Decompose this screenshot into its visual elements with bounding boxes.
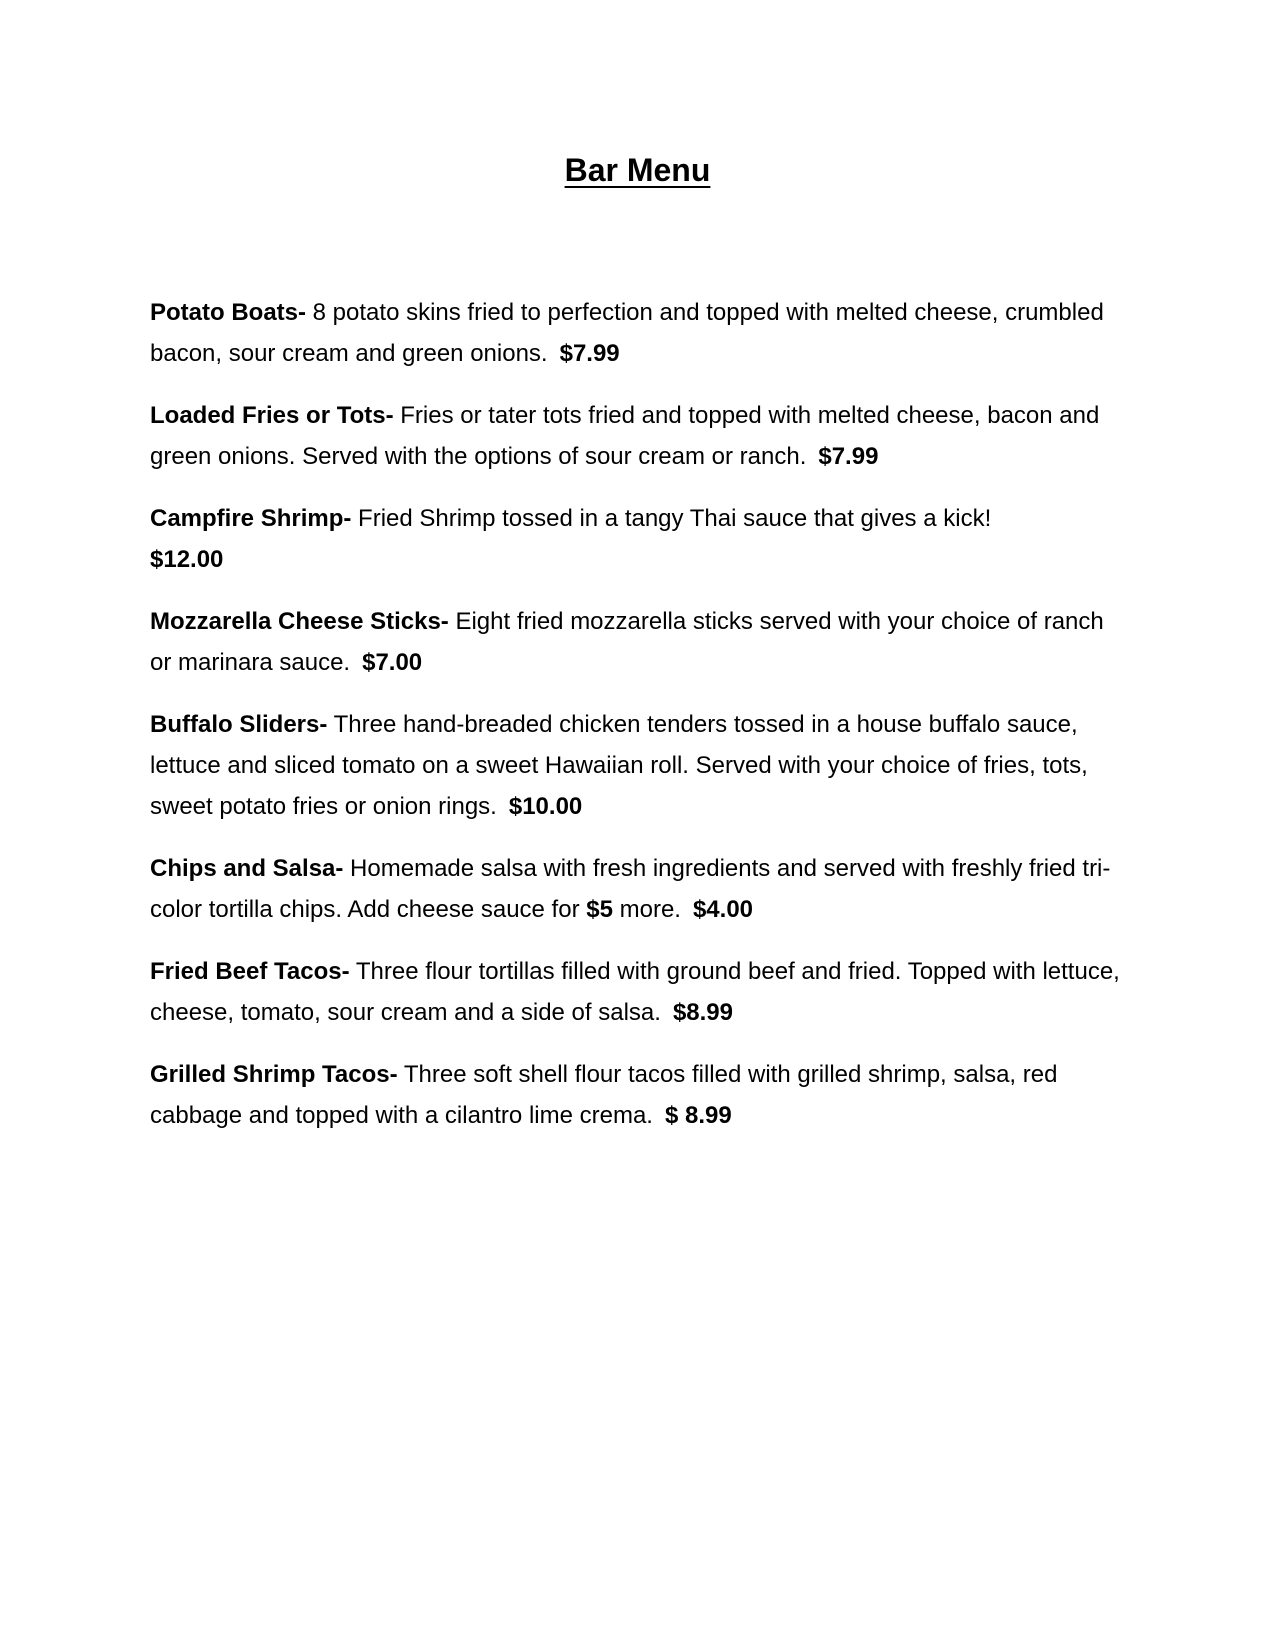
item-name: Potato Boats-	[150, 299, 306, 326]
item-description: Eight fried mozzarella sticks served with your choice of ranch or marinara sauce.	[150, 608, 1104, 676]
page-title: Bar Menu	[564, 152, 711, 188]
item-price: $12.00	[150, 546, 224, 573]
item-description: 8 potato skins fried to perfection and topped with melted cheese, crumbled bacon, sour cream and green onions.	[150, 299, 1104, 367]
item-description-end: more.	[612, 896, 681, 923]
item-name: Mozzarella Cheese Sticks-	[150, 608, 449, 635]
menu-item-fried-beef-tacos	[150, 951, 1130, 1033]
item-name: Buffalo Sliders-	[150, 711, 328, 738]
item-description: Three flour tortillas filled with ground beef and fried. Topped with lettuce, cheese, tomato, sour cream and a side of salsa.	[150, 958, 1120, 1026]
menu-item-buffalo-sliders	[150, 704, 1130, 827]
menu-item-chips-and-salsa	[150, 848, 1130, 930]
menu-item-campfire-shrimp	[150, 498, 1130, 580]
item-price: $7.99	[559, 340, 620, 367]
item-price: $7.00	[362, 649, 423, 676]
item-price: $4.00	[692, 896, 754, 923]
item-description: Homemade salsa with fresh ingredients and served with freshly fried tri-color tortilla chips. Add cheese sauce for	[150, 855, 1111, 923]
item-price: $8.99	[672, 999, 733, 1026]
menu-item-potato-boats	[150, 292, 1130, 374]
item-description: Fried Shrimp tossed in a tangy Thai sauce that gives a kick!	[351, 505, 992, 532]
menu-item-grilled-shrimp-tacos	[150, 1054, 1130, 1136]
item-price: $10.00	[508, 793, 583, 820]
menu-item-loaded-fries	[150, 395, 1130, 477]
menu-item-mozzarella-sticks	[150, 601, 1130, 683]
item-name: Chips and Salsa-	[150, 855, 344, 882]
item-name: Grilled Shrimp Tacos-	[150, 1061, 398, 1088]
item-description: Three soft shell flour tacos filled with grilled shrimp, salsa, red cabbage and topped with a cilantro lime crema.	[150, 1061, 1058, 1129]
item-price: $7.99	[818, 443, 879, 470]
menu-list	[150, 292, 1130, 1157]
item-price: $ 8.99	[664, 1102, 732, 1129]
item-name: Loaded Fries or Tots-	[150, 402, 394, 429]
item-addon-price: $5	[586, 896, 613, 923]
item-name: Campfire Shrimp-	[150, 505, 352, 532]
item-description: Fries or tater tots fried and topped with melted cheese, bacon and green onions. Served with the options of sour cream or ranch.	[150, 402, 1100, 470]
item-name: Fried Beef Tacos-	[150, 958, 350, 985]
item-description: Three hand-breaded chicken tenders tossed in a house buffalo sauce, lettuce and sliced tomato on a sweet Hawaiian roll. Served with your choice of fries, tots, sweet potato fries or onion rings.	[150, 711, 1088, 820]
